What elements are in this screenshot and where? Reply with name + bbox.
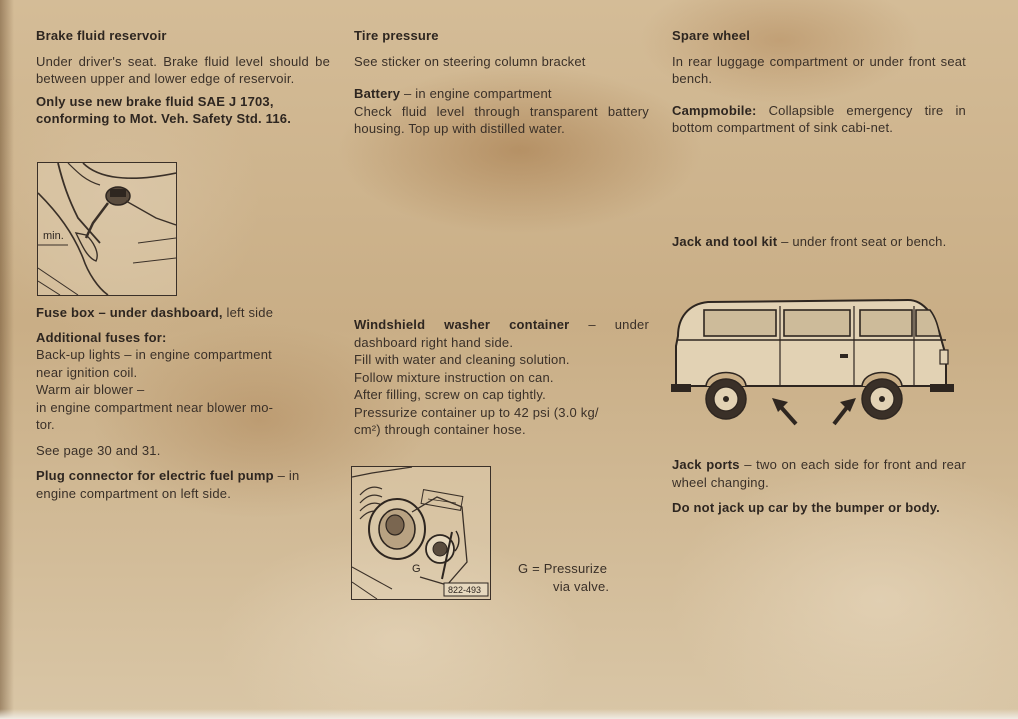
page-bottom-edge <box>0 709 1018 719</box>
van-illustration <box>668 296 958 428</box>
caption-line-1: G = Pressurize <box>518 561 608 576</box>
jack-port-arrow-front <box>834 398 856 424</box>
plug-connector-location: – in engine compartment on left side. <box>36 468 300 501</box>
tire-pressure-text: See sticker on steering column bracket <box>354 53 586 69</box>
fuse-box-location: left side <box>222 305 274 320</box>
campmobile-line <box>672 102 966 137</box>
brake-reservoir-figure <box>37 162 177 296</box>
column-3 <box>672 27 966 137</box>
fuse-box-label: Fuse box – under dashboard, <box>36 305 223 320</box>
additional-fuses-line-3: Warm air blower – <box>36 382 145 397</box>
brake-fluid-text: Under driver's seat. Brake fluid level should be between upper and lower edge of reservoir. <box>36 53 330 86</box>
washer-location: – under dashboard right hand side. <box>354 317 649 350</box>
page-spine-shadow <box>0 0 14 719</box>
jack-ports-label: Jack ports <box>672 457 740 472</box>
min-level-label: min. <box>43 230 64 242</box>
additional-fuses-line-4: in engine compartment near blower mo- <box>36 399 274 415</box>
washer-label: Windshield washer container <box>354 317 570 332</box>
additional-fuses-title: Additional fuses for: <box>36 329 167 345</box>
washer-line-1: Fill with water and cleaning solution. <box>354 352 570 367</box>
figure-code: 822-493 <box>448 585 482 595</box>
washer-line-3: After filling, screw on cap tightly. <box>354 387 546 402</box>
campmobile-label: Campmobile: <box>672 102 757 118</box>
column-3-lower <box>672 456 966 517</box>
additional-fuses-line-2: near ignition coil. <box>36 364 138 380</box>
column-2 <box>354 27 649 138</box>
column-2-washer <box>354 316 649 439</box>
additional-fuses-line-5: tor. <box>36 417 55 432</box>
washer-line-2: Follow mixture instruction on can. <box>354 369 554 385</box>
washer-line-5: cm²) through container hose. <box>354 422 526 437</box>
spare-wheel-title: Spare wheel <box>672 28 751 43</box>
column-1-lower <box>36 304 330 502</box>
caption-line-2: via valve. <box>553 578 610 594</box>
figure-letter-g: G <box>412 563 421 575</box>
battery-line <box>354 85 649 103</box>
jack-tool-label: Jack and tool kit <box>672 234 778 249</box>
jack-tool-line <box>672 233 966 251</box>
battery-text: Check fluid level through transparent battery housing. Top up with distilled water. <box>354 103 649 136</box>
brake-fluid-warning: Only use new brake fluid SAE J 1703, conforming to Mot. Veh. Safety Std. 116. <box>36 93 292 126</box>
washer-container-figure <box>351 466 491 600</box>
column-3-jack <box>672 233 966 251</box>
jack-warning: Do not jack up car by the bumper or body. <box>672 500 940 515</box>
battery-label: Battery <box>354 86 401 101</box>
jack-ports-line <box>672 456 966 491</box>
jack-tool-location: – under front seat or bench. <box>777 234 947 249</box>
additional-fuses-line-1: Back-up lights – in engine compartment <box>36 347 272 362</box>
jack-port-arrow-rear <box>772 398 796 424</box>
washer-line-4: Pressurize container up to 42 psi (3.0 kg/ <box>354 404 599 420</box>
tire-pressure-title: Tire pressure <box>354 28 439 43</box>
brake-fluid-title: Brake fluid reservoir <box>36 28 167 43</box>
battery-location: – in engine compartment <box>400 86 552 101</box>
column-1 <box>36 27 330 128</box>
figure-caption <box>518 560 648 595</box>
plug-connector-label: Plug connector for electric fuel pump <box>36 468 274 483</box>
see-page-note: See page 30 and 31. <box>36 442 161 458</box>
washer-line <box>354 316 649 351</box>
plug-connector-line <box>36 467 330 502</box>
campmobile-text: Collapsible emergency tire in bottom compartment of sink cabi-net. <box>672 102 966 135</box>
spare-wheel-text: In rear luggage compartment or under front seat bench. <box>672 53 966 86</box>
jack-ports-text: – two on each side for front and rear wheel changing. <box>672 457 966 490</box>
fuse-box-line <box>36 304 330 322</box>
